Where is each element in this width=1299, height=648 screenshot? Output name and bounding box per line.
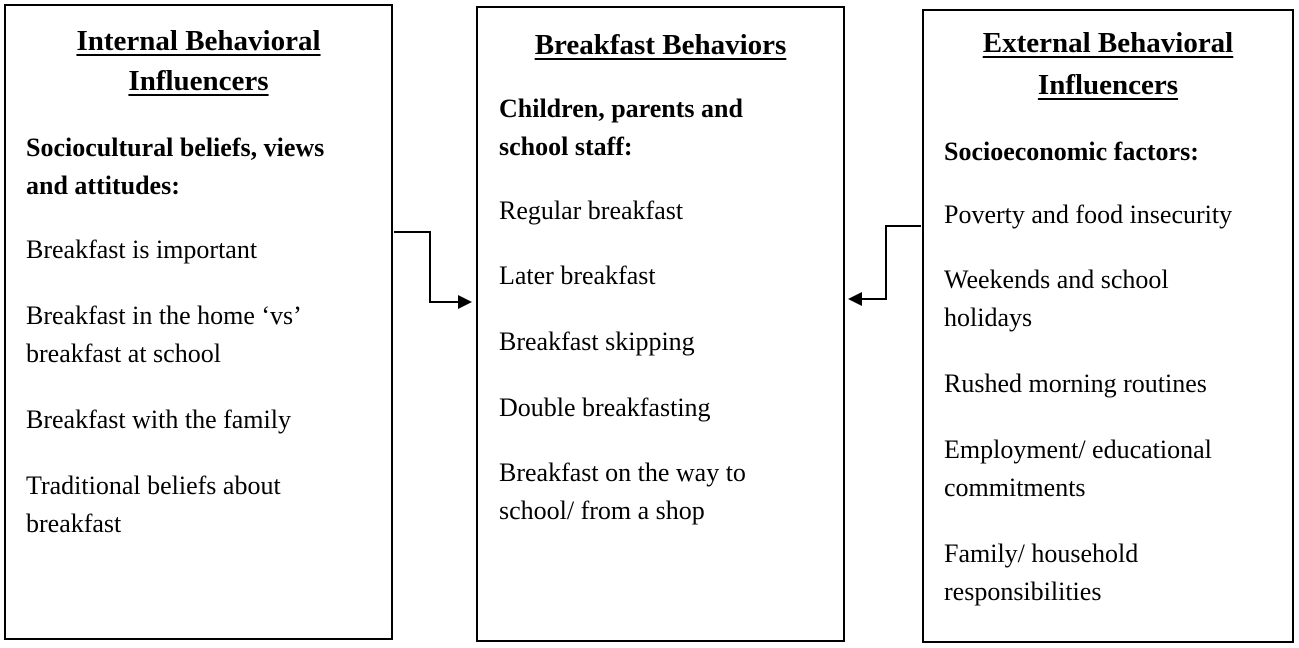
- arrow-external-to-center: [848, 226, 921, 306]
- breakfast-behaviors-box: [476, 6, 845, 642]
- center-subhead-line1: Children, parents and: [499, 94, 743, 123]
- internal-title-line2: Influencers: [128, 65, 269, 97]
- internal-influencers-box: [4, 4, 393, 640]
- center-subhead-line2: school staff:: [499, 132, 633, 161]
- external-influencers-box: [922, 9, 1294, 643]
- internal-item-1: Breakfast is important: [26, 235, 258, 264]
- internal-subhead-line1: Sociocultural beliefs, views: [26, 133, 325, 162]
- external-subhead: Socioeconomic factors:: [944, 137, 1199, 166]
- external-item-2-line2: holidays: [944, 303, 1033, 332]
- external-item-5-line2: responsibilities: [944, 577, 1102, 606]
- external-title-line1: External Behavioral: [982, 27, 1234, 59]
- internal-item-4-line1: Traditional beliefs about: [26, 471, 281, 500]
- external-item-4-line1: Employment/ educational: [944, 435, 1212, 464]
- external-item-4-line2: commitments: [944, 473, 1086, 502]
- center-item-4: Double breakfasting: [499, 393, 711, 422]
- internal-item-4-line2: breakfast: [26, 509, 122, 538]
- internal-item-2-line1: Breakfast in the home ‘vs’: [26, 301, 302, 330]
- external-item-1: Poverty and food insecurity: [944, 200, 1233, 229]
- center-item-5-line1: Breakfast on the way to: [499, 458, 746, 487]
- internal-item-2-line2: breakfast at school: [26, 339, 221, 368]
- arrow-internal-to-center: [394, 232, 472, 309]
- internal-subhead-line2: and attitudes:: [26, 171, 180, 200]
- center-item-5-line2: school/ from a shop: [499, 496, 705, 525]
- internal-title-line1: Internal Behavioral: [76, 25, 321, 57]
- external-title-line2: Influencers: [1037, 69, 1179, 101]
- internal-item-3: Breakfast with the family: [26, 405, 291, 434]
- center-item-1: Regular breakfast: [499, 196, 684, 225]
- external-item-5-line1: Family/ household: [944, 539, 1139, 568]
- external-item-2-line1: Weekends and school: [944, 265, 1169, 294]
- center-title: Breakfast Behaviors: [534, 29, 787, 61]
- external-item-3: Rushed morning routines: [944, 369, 1207, 398]
- center-item-3: Breakfast skipping: [499, 327, 695, 356]
- center-item-2: Later breakfast: [499, 261, 656, 290]
